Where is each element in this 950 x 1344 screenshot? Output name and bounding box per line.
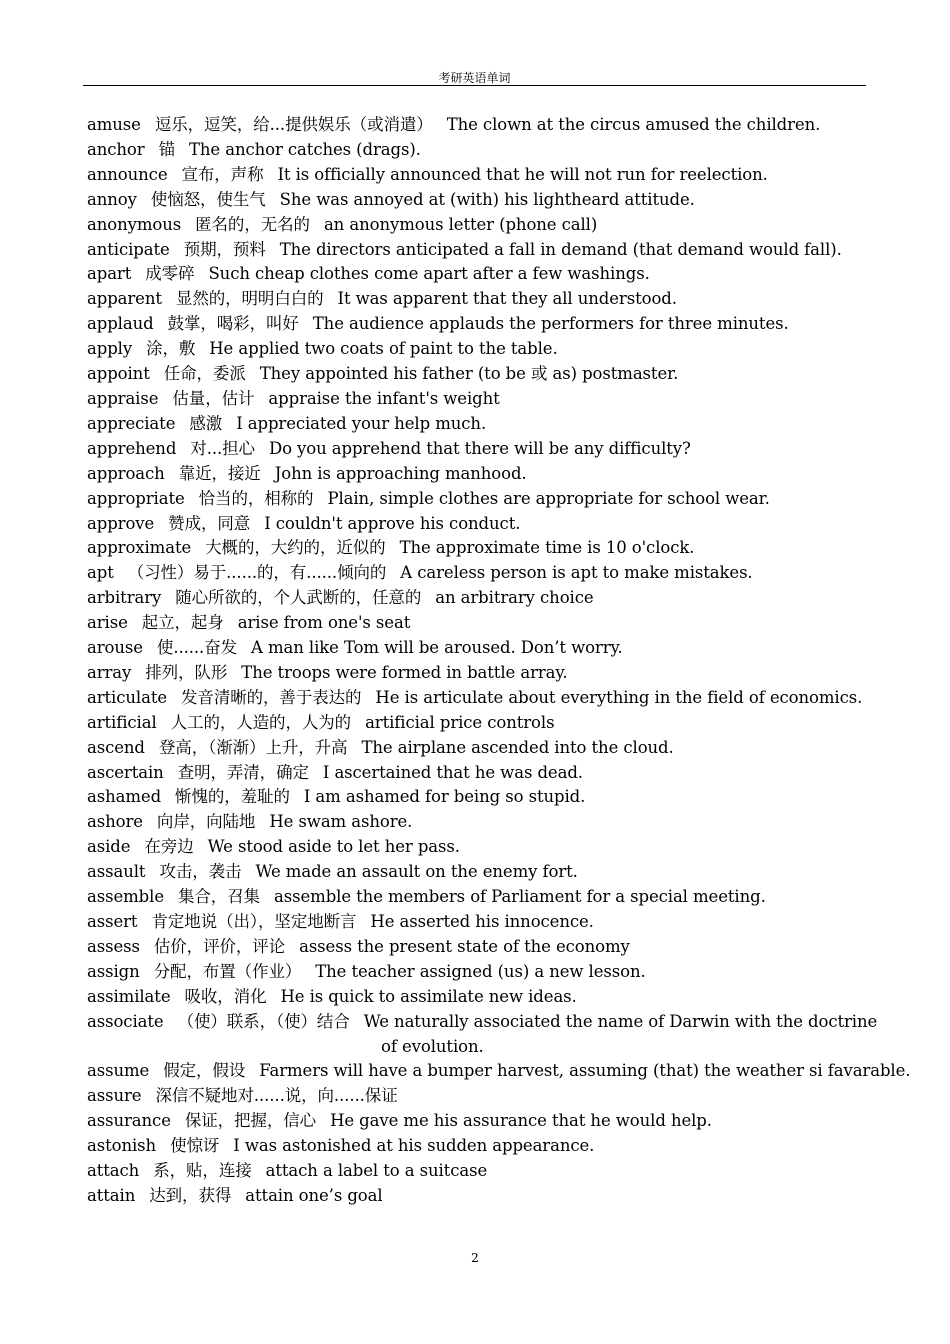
page-number: 2 — [471, 1251, 479, 1265]
vocab-entry — [87, 1109, 877, 1134]
entry-meaning: 分配，布置（作业） — [153, 961, 302, 981]
entry-example: The approximate time is 10 o'clock. — [399, 538, 695, 558]
entry-example: I appreciated your help much. — [236, 413, 487, 433]
vocab-entry — [87, 985, 877, 1010]
vocab-entry — [87, 287, 877, 312]
entry-example: He swam ashore. — [269, 812, 413, 832]
entry-word: approve — [87, 513, 155, 533]
entry-meaning: 起立，起身 — [141, 613, 224, 633]
entry-word: appropriate — [87, 488, 185, 508]
entry-meaning: 逗乐，逗笑，给...提供娱乐（或消遣） — [154, 115, 433, 134]
entry-meaning: 宣布，声称 — [181, 164, 264, 184]
vocab-entry — [87, 586, 877, 611]
vocab-entry — [87, 661, 877, 686]
entry-word: ascertain — [87, 762, 164, 782]
entry-word: appoint — [87, 364, 150, 384]
vocab-entry — [87, 835, 877, 860]
entry-word: articulate — [87, 687, 168, 707]
entry-word: assume — [87, 1061, 150, 1081]
entry-example: He is articulate about everything in the field of economics. — [375, 687, 863, 707]
entry-meaning: 任命，委派 — [163, 364, 246, 384]
entry-example: We made an assault on the enemy fort. — [255, 862, 578, 882]
entry-meaning: 锚 — [158, 139, 175, 159]
entry-word: attain — [87, 1185, 136, 1205]
entry-word: arouse — [87, 638, 143, 658]
entry-example: an anonymous letter (phone call) — [323, 214, 598, 234]
entry-meaning: 排列，队形 — [145, 662, 228, 682]
entry-word: apart — [87, 264, 132, 284]
vocab-entry — [87, 412, 877, 437]
entry-word: assess — [87, 936, 140, 956]
vocab-entry — [87, 810, 877, 835]
entry-meaning: 惭愧的，羞耻的 — [175, 787, 290, 807]
entry-word: apt — [87, 563, 114, 583]
entry-example: The airplane ascended into the cloud. — [361, 737, 674, 757]
entry-example: Plain, simple clothes are appropriate for school wear. — [327, 488, 770, 508]
entry-example-continuation: of evolution. — [381, 1036, 484, 1056]
entry-meaning: 恰当的，相称的 — [198, 488, 314, 508]
vocab-entry — [87, 885, 877, 910]
entry-word: assurance — [87, 1111, 171, 1131]
entry-meaning: （使）联系，（使）结合 — [177, 1011, 350, 1031]
entry-word: artificial — [87, 712, 157, 732]
entry-meaning: 鼓掌，喝彩，叫好 — [167, 314, 299, 334]
entry-meaning: 向岸，向陆地 — [156, 812, 256, 832]
entry-meaning: 达到，获得 — [149, 1185, 232, 1205]
entry-word: arise — [87, 613, 128, 633]
vocab-entry — [87, 437, 877, 462]
entry-example: appraise the infant's weight — [268, 388, 500, 408]
vocab-entry — [87, 860, 877, 885]
entry-word: amuse — [87, 115, 141, 134]
vocab-entry — [87, 561, 877, 586]
vocab-entry — [87, 512, 877, 537]
entry-example: He asserted his innocence. — [370, 912, 594, 931]
entry-word: assign — [87, 961, 140, 981]
entry-word: appreciate — [87, 413, 176, 433]
entry-word: apparent — [87, 289, 162, 309]
vocab-entry — [87, 362, 877, 387]
entry-example: attain one’s goal — [245, 1185, 383, 1205]
entry-example: Do you apprehend that there will be any difficulty? — [268, 438, 691, 458]
entry-example: A careless person is apt to make mistakes. — [400, 563, 753, 583]
vocab-entry — [87, 138, 877, 163]
entry-meaning: 吸收，消化 — [184, 986, 267, 1006]
entry-meaning: 匿名的，无名的 — [195, 214, 310, 234]
entry-example: He applied two coats of paint to the table. — [209, 339, 558, 359]
entry-example: assemble the members of Parliament for a special meeting. — [274, 887, 766, 907]
entry-meaning: 靠近，接近 — [178, 463, 261, 483]
entry-meaning: 预期，预料 — [183, 239, 266, 259]
entry-meaning: 假定，假设 — [163, 1061, 246, 1081]
vocab-entry — [87, 312, 877, 337]
entry-meaning: 对...担心 — [190, 438, 255, 458]
header-rule — [83, 85, 866, 86]
vocab-entry — [87, 1184, 877, 1209]
entry-example: Farmers will have a bumper harvest, assuming (that) the weather si favarable. — [259, 1061, 911, 1081]
entry-word: apply — [87, 339, 133, 359]
entry-word: assault — [87, 862, 146, 882]
entry-meaning: 在旁边 — [144, 837, 194, 857]
vocab-entry — [87, 1159, 877, 1184]
entry-meaning: （习性）易于......的，有......倾向的 — [127, 563, 387, 583]
entry-example: A man like Tom will be aroused. Don’t worry. — [251, 638, 623, 658]
entry-meaning: 集合，召集 — [178, 887, 261, 907]
entry-meaning: 查明，弄清，确定 — [177, 762, 309, 782]
entry-example: She was annoyed at (with) his lightheard attitude. — [279, 189, 695, 209]
entry-example: He gave me his assurance that he would help. — [330, 1111, 712, 1131]
entry-word: assemble — [87, 887, 164, 907]
entry-word: anticipate — [87, 239, 170, 259]
entry-example: It was apparent that they all understood. — [337, 289, 677, 309]
entry-meaning: 显然的，明明白白的 — [175, 289, 324, 309]
vocab-entry — [87, 213, 877, 238]
vocab-entry — [87, 636, 877, 661]
vocab-entry — [87, 736, 877, 761]
vocab-entry — [87, 686, 877, 711]
vocab-entry — [87, 935, 877, 960]
entry-example: The anchor catches (drags). — [188, 139, 421, 159]
vocab-entry — [87, 487, 877, 512]
vocab-entry — [87, 761, 877, 786]
entry-meaning: 发音清晰的，善于表达的 — [181, 687, 362, 707]
entry-meaning: 保证，把握，信心 — [184, 1111, 317, 1131]
vocab-entry — [87, 238, 877, 263]
entry-meaning: 随心所欲的，个人武断的，任意的 — [175, 588, 422, 608]
entry-example: The teacher assigned (us) a new lesson. — [315, 961, 646, 981]
entry-meaning: 系，贴，连接 — [153, 1161, 252, 1181]
entry-meaning: 赞成，同意 — [168, 513, 251, 533]
entry-example: We naturally associated the name of Darwin with the doctrine — [363, 1011, 878, 1031]
entry-meaning: 感激 — [189, 413, 223, 433]
entry-meaning: 涂，敷 — [146, 339, 196, 359]
entry-example: It is officially announced that he will not run for reelection. — [277, 164, 768, 184]
entry-meaning: 使惊讶 — [170, 1136, 220, 1156]
entry-example: Such cheap clothes come apart after a few washings. — [208, 264, 650, 284]
entry-example: I was astonished at his sudden appearance. — [233, 1136, 595, 1156]
entry-word: applaud — [87, 314, 154, 334]
entry-meaning: 登高，（渐渐）上升，升高 — [158, 737, 348, 757]
entry-word: ascend — [87, 737, 145, 757]
vocab-entry — [87, 536, 877, 561]
entry-example: arise from one's seat — [237, 613, 411, 633]
entry-meaning: 成零碎 — [145, 264, 195, 284]
vocab-entry — [87, 262, 877, 287]
entry-word: annoy — [87, 189, 137, 209]
entry-example: He is quick to assimilate new ideas. — [280, 986, 577, 1006]
entry-example: The troops were formed in battle array. — [241, 662, 568, 682]
vocab-entry — [87, 1084, 877, 1109]
entry-meaning: 肯定地说（出），坚定地断言 — [151, 912, 357, 931]
page-header-title: 考研英语单词 — [438, 71, 511, 85]
entry-example: an arbitrary choice — [435, 588, 594, 608]
entry-word: astonish — [87, 1136, 157, 1156]
vocab-entry — [87, 337, 877, 362]
entry-example: attach a label to a suitcase — [265, 1161, 488, 1181]
entry-word: ashore — [87, 812, 143, 832]
entry-example: John is approaching manhood. — [274, 463, 527, 483]
entry-word: approximate — [87, 538, 192, 558]
entry-meaning: 使恼怒，使生气 — [150, 189, 266, 209]
vocab-entry — [87, 960, 877, 985]
vocab-entry — [87, 387, 877, 412]
entry-word: assimilate — [87, 986, 171, 1006]
entry-word: array — [87, 662, 132, 682]
entry-example: They appointed his father (to be 或 as) postmaster. — [259, 364, 679, 384]
entry-word: appraise — [87, 388, 159, 408]
vocab-entry — [87, 462, 877, 487]
entry-meaning: 攻击，袭击 — [159, 862, 242, 882]
entry-word: assure — [87, 1086, 142, 1106]
vocabulary-list — [87, 113, 911, 1209]
entry-example: The directors anticipated a fall in demand (that demand would fall). — [279, 239, 842, 259]
vocab-entry — [87, 188, 877, 213]
entry-word: ashamed — [87, 787, 162, 807]
vocab-entry — [87, 910, 877, 935]
vocab-entry — [87, 785, 877, 810]
vocab-entry — [87, 711, 877, 736]
entry-word: announce — [87, 164, 168, 184]
entry-meaning: 估量，估计 — [172, 388, 255, 408]
entry-meaning: 人工的，人造的，人为的 — [170, 712, 352, 732]
entry-word: associate — [87, 1011, 164, 1031]
entry-word: attach — [87, 1161, 140, 1181]
entry-example: I ascertained that he was dead. — [322, 762, 583, 782]
entry-word: aside — [87, 837, 131, 857]
entry-word: arbitrary — [87, 588, 162, 608]
entry-example: I couldn't approve his conduct. — [264, 513, 521, 533]
entry-meaning: 大概的，大约的，近似的 — [205, 538, 386, 558]
vocab-entry — [87, 163, 877, 188]
entry-word: apprehend — [87, 438, 177, 458]
vocab-entry — [87, 611, 877, 636]
entry-example: I am ashamed for being so stupid. — [303, 787, 586, 807]
entry-meaning: 估价，评价，评论 — [153, 936, 286, 956]
entry-example: assess the present state of the economy — [299, 936, 630, 956]
entry-example: artificial price controls — [365, 712, 555, 732]
entry-word: anonymous — [87, 214, 182, 234]
entry-word: approach — [87, 463, 165, 483]
entry-example: The audience applauds the performers for three minutes. — [312, 314, 789, 334]
vocab-entry — [87, 113, 877, 138]
entry-example: The clown at the circus amused the children. — [446, 115, 821, 134]
entry-example: We stood aside to let her pass. — [207, 837, 460, 857]
vocab-entry — [87, 1059, 911, 1084]
entry-word: assert — [87, 912, 138, 931]
entry-word: anchor — [87, 139, 145, 159]
vocab-entry — [87, 1134, 877, 1159]
entry-meaning: 深信不疑地对......说，向......保证 — [155, 1086, 398, 1106]
vocab-entry — [87, 1010, 877, 1035]
entry-meaning: 使......奋发 — [156, 638, 237, 658]
